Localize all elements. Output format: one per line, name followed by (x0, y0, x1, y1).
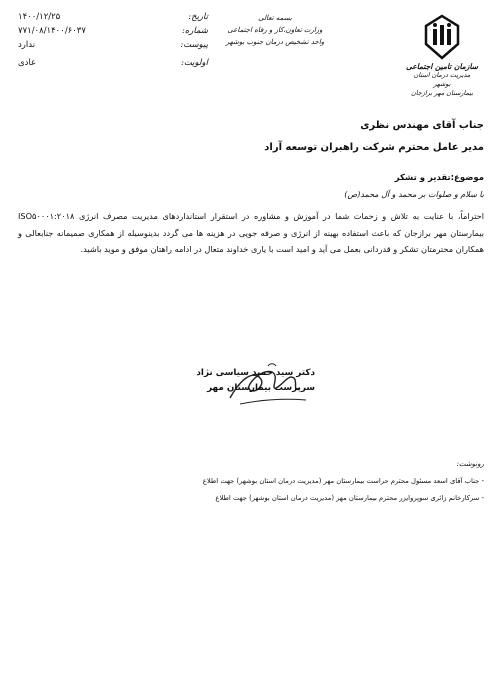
cc-block (14, 456, 484, 507)
signer-title: سرپرست بیمارستان مهر (207, 383, 315, 393)
addressee-name: جناب آقای مهندس نظری (360, 120, 484, 131)
priority-value: عادی (18, 58, 37, 68)
meta-attachment-row (18, 38, 208, 52)
date-label: تاریخ: (188, 12, 208, 22)
cc-item: - سرکارخانم زائری سوپروایزر محترم بیمارستان مهر (مدیریت درمان استان بوشهر) جهت اطلاع (215, 494, 484, 502)
logo-line-3: بیمارستان مهر برازجان (410, 89, 474, 97)
letter-meta (18, 10, 208, 70)
organization-logo-icon (422, 14, 462, 60)
greeting-line: با سلام و صلوات بر محمد و آل محمد(ص) (344, 190, 484, 199)
priority-label: اولویت: (180, 58, 208, 68)
attachment-label: پیوست: (180, 40, 208, 50)
signer-block (196, 366, 315, 396)
subject-line: موضوع:تقدیر و تشکر (394, 173, 484, 183)
signer-name: دکتر سید حمید سیاسی نژاد (196, 368, 315, 378)
ministry-name: وزارت تعاون،کار و رفاه اجتماعی (227, 26, 323, 34)
addressee-title: مدیر عامل محترم شرکت راهبران توسعه آراد (264, 142, 484, 153)
logo-line-1: سازمان تامین اجتماعی (406, 62, 478, 71)
logo-line-2: مدیریت درمان استان بوشهر (413, 71, 471, 88)
cc-title: رونوشت: (456, 460, 484, 468)
date-value: ۱۴۰۰/۱۲/۲۵ (18, 12, 61, 22)
letter-body: احتراماً، با عنایت به تلاش و زحمات شما در آموزش و مشاوره در استقرار استانداردهای مدیریت مصرف انرژی ISO۵۰۰۰۱:۲۰۱۸ بیمارستان مهر برازجان که باعث استفاده بهینه از انرژی و صرفه جویی در هزینه ها می گردد بدینوسیله از همکاری صمیمانه جنابعالی و همکاران محترمتان تشکر و قدردانی بعمل می آید و امید است با یاری خداوند متعال در ادامه راهتان موفق و موید باشید. (18, 211, 484, 254)
cc-item: - جناب آقای اسعد مسئول محترم حراست بیمارستان مهر (مدیریت درمان استان بوشهر) جهت اطلاع (202, 477, 484, 485)
addressee-block (264, 115, 484, 159)
bismillah: بسمه تعالی (258, 14, 292, 22)
number-label: شماره: (181, 26, 208, 36)
department-name: واحد تشخیص درمان جنوب بوشهر (225, 38, 325, 46)
attachment-value: ندارد (18, 40, 36, 50)
meta-number-row (18, 24, 208, 38)
letter-header (215, 12, 335, 48)
meta-priority-row (18, 56, 208, 70)
organization-logo-block (404, 14, 480, 98)
meta-date-row (18, 10, 208, 24)
number-value: ۷۷۱/۰۸/۱۴۰۰/۶۰۳۷ (18, 26, 86, 36)
